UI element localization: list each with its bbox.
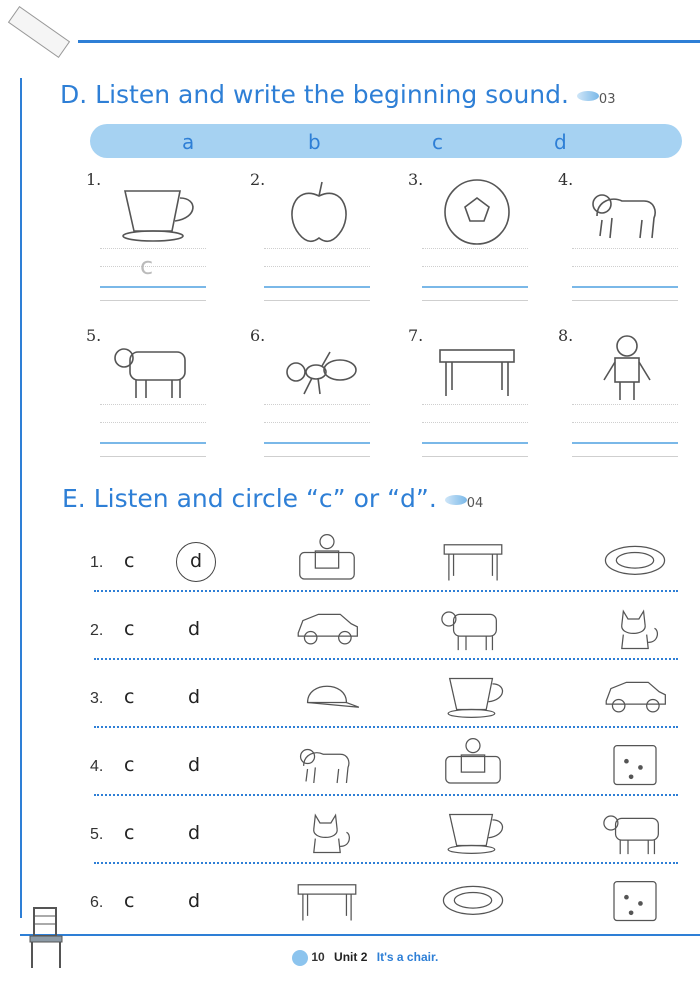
item-number: 4. (558, 170, 574, 189)
apple-icon (274, 176, 364, 246)
row-divider (94, 726, 678, 728)
dog-icon (582, 176, 672, 246)
option-c[interactable]: c (124, 618, 135, 640)
lesson-title: It's a chair. (376, 950, 439, 965)
section-e-title (62, 484, 483, 513)
row-divider (94, 658, 678, 660)
cow-icon (110, 332, 200, 402)
row-number: 1. (90, 554, 104, 571)
item-number: 2. (250, 170, 266, 189)
row-number: 3. (90, 690, 104, 707)
letter-option: a (182, 130, 195, 154)
letter-option: b (308, 130, 321, 154)
letter-option: c (432, 130, 443, 154)
dish-icon (600, 530, 670, 586)
bed-icon (600, 734, 670, 790)
grandpa-in-chair-icon (292, 530, 362, 586)
unit-label: Unit 2 (334, 950, 368, 965)
section-d-title-text: D. Listen and write the beginning sound. (60, 80, 569, 109)
writing-line[interactable] (422, 404, 528, 464)
option-c[interactable]: c (124, 754, 135, 776)
top-border (78, 40, 700, 43)
option-c[interactable]: c (124, 550, 135, 572)
audio-cd-icon (577, 91, 599, 101)
writing-line[interactable] (422, 248, 528, 308)
section-e-title-text: E. Listen and circle “c” or “d”. (62, 484, 437, 513)
chair-icon (26, 906, 68, 970)
option-d[interactable]: d (188, 890, 201, 912)
cup-icon (110, 176, 200, 246)
writing-line[interactable] (264, 248, 370, 308)
written-answer: c (140, 252, 154, 280)
writing-line[interactable] (572, 248, 678, 308)
desk-icon (438, 530, 508, 586)
track-number: 03 (598, 92, 616, 107)
row-number: 6. (90, 894, 104, 911)
car-icon (292, 598, 362, 654)
cup-icon (438, 666, 508, 722)
row-number: 5. (90, 826, 104, 843)
cow-icon (438, 598, 508, 654)
writing-line[interactable] (572, 404, 678, 464)
bed-icon (600, 870, 670, 926)
row-divider (94, 862, 678, 864)
dog-icon (292, 734, 362, 790)
left-border (20, 78, 22, 918)
row-number: 2. (90, 622, 104, 639)
grandpa-in-chair-icon (438, 734, 508, 790)
item-number: 6. (250, 326, 266, 345)
item-number: 8. (558, 326, 574, 345)
option-d[interactable]: d (188, 686, 201, 708)
ruler-icon (8, 6, 70, 58)
option-c[interactable]: c (124, 822, 135, 844)
option-d[interactable]: d (176, 542, 216, 582)
track-number: 04 (466, 496, 484, 511)
cat-icon (600, 598, 670, 654)
writing-line[interactable] (100, 404, 206, 464)
paw-icon (292, 950, 308, 966)
cat-icon (292, 802, 362, 858)
audio-cd-icon (445, 495, 467, 505)
item-number: 3. (408, 170, 424, 189)
section-d-title (60, 80, 615, 109)
ball-icon (432, 176, 522, 246)
option-c[interactable]: c (124, 686, 135, 708)
item-number: 5. (86, 326, 102, 345)
row-number: 4. (90, 758, 104, 775)
cow-icon (600, 802, 670, 858)
ant-icon (274, 332, 364, 402)
letter-option: d (554, 130, 567, 154)
option-d[interactable]: d (188, 618, 201, 640)
item-number: 1. (86, 170, 102, 189)
car-icon (600, 666, 670, 722)
option-d[interactable]: d (188, 822, 201, 844)
letter-bank (90, 124, 682, 158)
writing-line[interactable] (264, 404, 370, 464)
row-divider (94, 794, 678, 796)
desk-icon (292, 870, 362, 926)
table-icon (432, 332, 522, 402)
writing-line[interactable] (100, 248, 206, 308)
option-d[interactable]: d (188, 754, 201, 776)
page-number: 10 (311, 950, 325, 965)
bottom-border (20, 934, 700, 936)
cap-icon (292, 666, 362, 722)
boy-icon (582, 332, 672, 402)
row-divider (94, 590, 678, 592)
option-c[interactable]: c (124, 890, 135, 912)
item-number: 7. (408, 326, 424, 345)
dish-icon (438, 870, 508, 926)
page-footer (292, 950, 438, 966)
cup-icon (438, 802, 508, 858)
